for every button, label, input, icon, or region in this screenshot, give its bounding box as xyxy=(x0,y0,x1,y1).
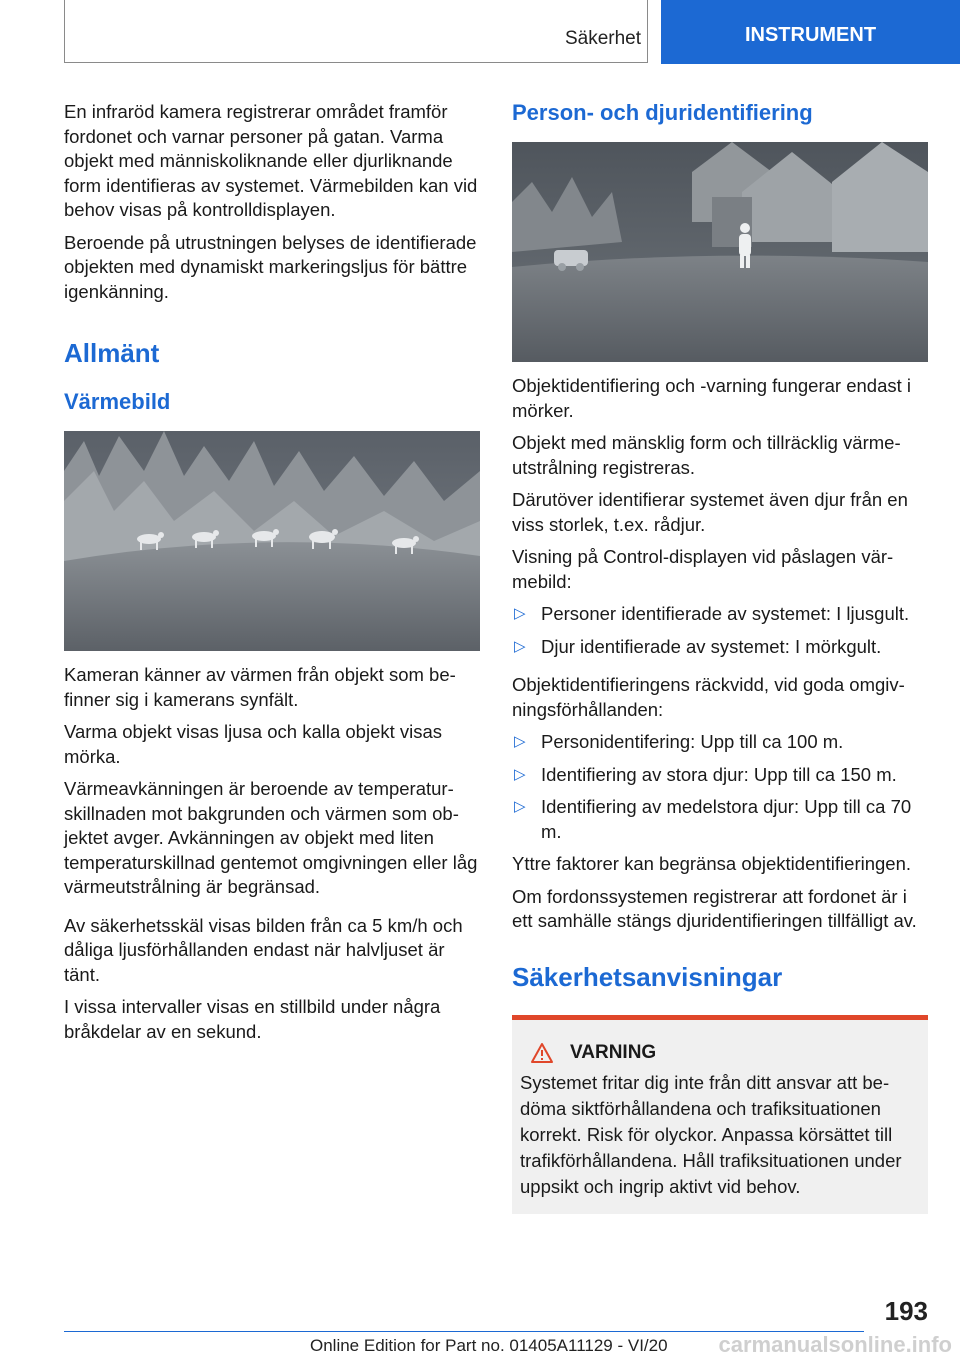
body-paragraph: Visning på Control-displayen vid påslagen värmebild: xyxy=(512,546,894,592)
body-paragraph: Objektidentifiering och -varning fungerar endast i mörker. xyxy=(512,375,912,421)
list-item: ▷ Personer identifierade av systemet: I ljusgult. xyxy=(512,602,928,627)
list-item: ▷ Identifiering av medelstora djur: Upp till ca 70 m. xyxy=(514,796,912,842)
warning-triangle-icon xyxy=(530,1042,554,1064)
heading-safety: Säkerhetsanvisningar xyxy=(512,961,783,992)
triangle-bullet-icon: ▷ xyxy=(514,765,526,783)
body-paragraph: I vissa intervaller visas en stillbild under några bråkdelar av en sekund. xyxy=(64,996,441,1042)
thermal-image-animals xyxy=(64,431,480,651)
triangle-bullet-icon: ▷ xyxy=(514,798,526,815)
body-paragraph: Därutöver identifierar systemet även djur från en viss storlek, t.ex. rådjur. xyxy=(512,489,908,535)
right-column xyxy=(512,100,928,1214)
left-column xyxy=(64,100,482,1052)
body-paragraph: Yttre faktorer kan begränsa objektidentifieringen. xyxy=(512,853,912,874)
page-number: 193 xyxy=(884,1296,928,1326)
thermal-image-pedestrian xyxy=(512,142,928,362)
chapter-label: INSTRUMENT xyxy=(744,23,877,46)
warning-text: Systemet fritar dig inte från ditt ansvar att bedöma siktförhållandena och trafiksituationen korrekt. Risk för olyckor. Anpassa körsättet till trafikförhållandena. Håll trafiksituationen under uppsikt och ingrip aktivt vid behov. xyxy=(520,1071,902,1197)
warning-title: VARNING xyxy=(570,1041,657,1063)
triangle-bullet-icon: ▷ xyxy=(514,733,526,750)
triangle-bullet-icon: ▷ xyxy=(514,637,526,655)
watermark: carmanualsonline.info xyxy=(718,1332,952,1357)
list-item: ▷ Personidentifering: Upp till ca 100 m. xyxy=(512,730,928,755)
section-title: Säkerhet xyxy=(564,28,641,49)
body-paragraph: Av säkerhetsskäl visas bilden från ca 5 km/h och dåliga ljusförhållanden endast när halvljuset är tänt. xyxy=(64,914,463,985)
intro-paragraph: Beroende på utrustningen belyses de identifierade objekten med dynamiskt markeringsljus för bättre igenkänning. xyxy=(64,231,477,302)
list-item: ▷ Djur identifierade av systemet: I mörkgult. xyxy=(512,635,928,660)
triangle-bullet-icon: ▷ xyxy=(514,605,526,622)
edition-text: Online Edition for Part no. 01405A11129 - VI/20 xyxy=(310,1336,668,1355)
body-paragraph: Objektidentifieringens räckvidd, vid goda omgivningsförhållanden: xyxy=(512,674,905,720)
warning-title-row xyxy=(520,1042,920,1064)
warning-box xyxy=(512,1015,928,1214)
body-paragraph: Kameran känner av värmen från objekt som befinner sig i kamerans synfält. xyxy=(64,664,456,710)
list-item: ▷ Identifiering av stora djur: Upp till ca 150 m. xyxy=(512,763,928,788)
range-bullet-list xyxy=(512,730,928,844)
heading-thermal-image: Värmebild xyxy=(64,389,171,414)
body-paragraph: Värmeavkänningen är beroende av temperaturskillnaden mot bakgrunden och värmen som objektet avger. Avkänningen av objekt med liten temperaturskillnad gentemot omgivningen eller låg värmeutstrålning är begränsad. xyxy=(64,778,478,897)
intro-paragraph: En infraröd kamera registrerar området framför fordonet och varnar personer på gatan. Varma objekt med människoliknande eller djurliknande form identifieras av systemet. Värmebilden kan vid behov visas på kontrolldisplayen. xyxy=(64,101,478,220)
body-paragraph: Varma objekt visas ljusa och kalla objekt visas mörka. xyxy=(64,721,443,767)
body-paragraph: Objekt med mänsklig form och tillräcklig värmeutstrålning registreras. xyxy=(512,432,901,478)
heading-general: Allmänt xyxy=(64,338,160,368)
heading-person-animal-detection: Person- och djuridentifiering xyxy=(512,100,813,125)
chapter-tab[interactable] xyxy=(661,0,960,64)
display-bullet-list xyxy=(512,602,928,659)
body-paragraph: Om fordonssystemen registrerar att fordonet är i ett samhälle stängs djuridentifieringen tillfälligt av. xyxy=(512,885,917,931)
header-frame xyxy=(64,0,648,63)
